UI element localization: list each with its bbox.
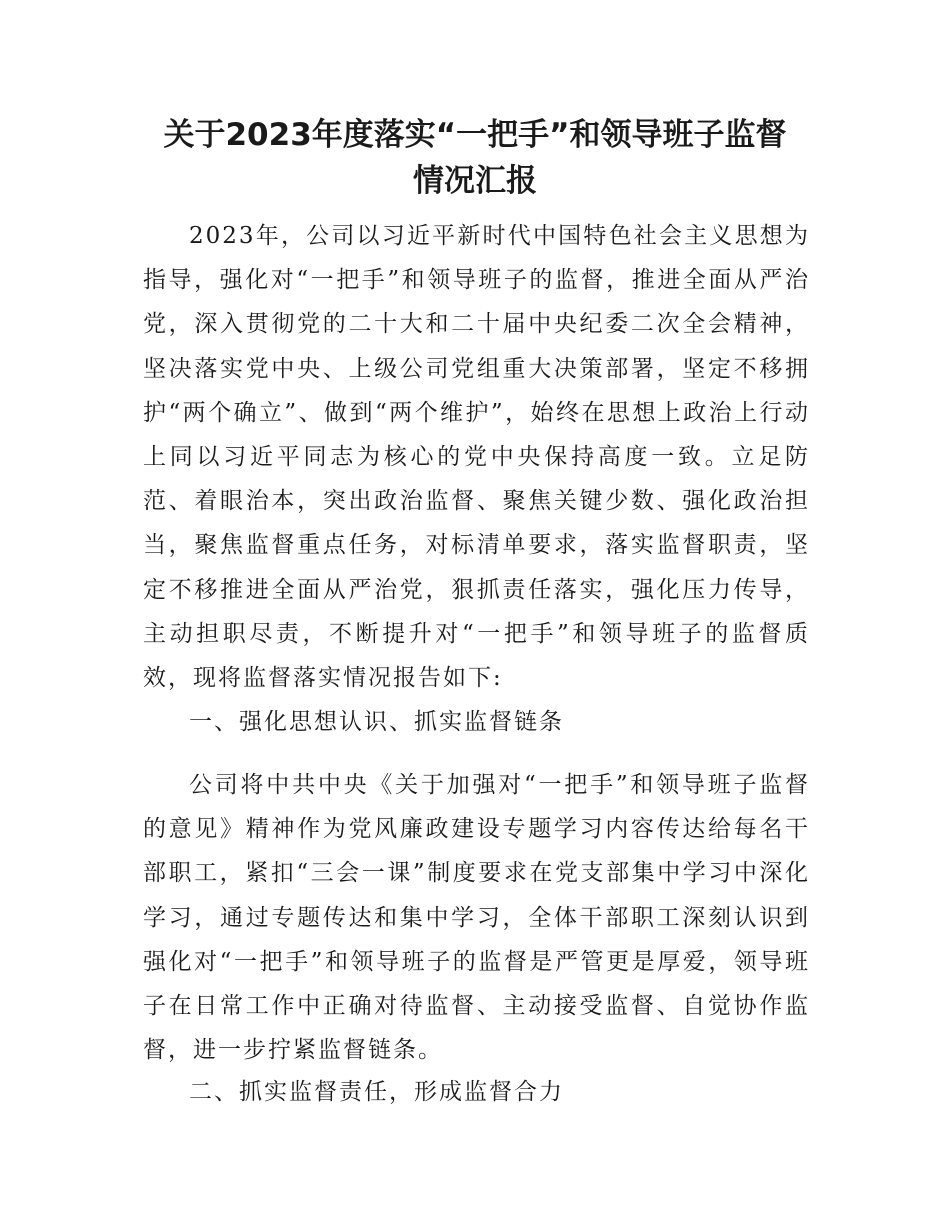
section2-heading: 二、抓实监督责任，形成监督合力 bbox=[189, 1079, 564, 1105]
document-title-line1: 关于2023年度落实“一把手”和领导班子监督 bbox=[163, 117, 787, 153]
section1-heading: 一、强化思想认识、抓实监督链条 bbox=[189, 709, 564, 735]
section1-paragraph: 公司将中共中央《关于加强对“一把手”和领导班子监督的意见》精神作为党风廉政建设专题学习内容传达给每名干部职工，紧扣“三会一课”制度要求在党支部集中学习中深化学习，通过专题传达和集中学习，全体干部职工深刻认识到强化对“一把手”和领导班子的监督是严管更是厚爱，领导班子在日常工作中正确对待监督、主动接受监督、自觉协作监督，进一步拧紧监督链条。 bbox=[143, 772, 810, 1064]
intro-paragraph: 2023年，公司以习近平新时代中国特色社会主义思想为指导，强化对“一把手”和领导班子的监督，推进全面从严治党，深入贯彻党的二十大和二十届中央纪委二次全会精神，坚决落实党中央、上级公司党组重大决策部署，坚定不移拥护“两个确立”、做到“两个维护”，始终在思想上政治上行动上同以习近平同志为核心的党中央保持高度一致。立足防范、着眼治本，突出政治监督、聚焦关键少数、强化政治担当，聚焦监督重点任务，对标清单要求，落实监督职责，坚定不移推进全面从严治党，狠抓责任落实，强化压力传导，主动担职尽责，不断提升对“一把手”和领导班子的监督质效，现将监督落实情况报告如下: bbox=[143, 223, 810, 692]
document-title-line2: 情况汇报 bbox=[413, 163, 537, 199]
